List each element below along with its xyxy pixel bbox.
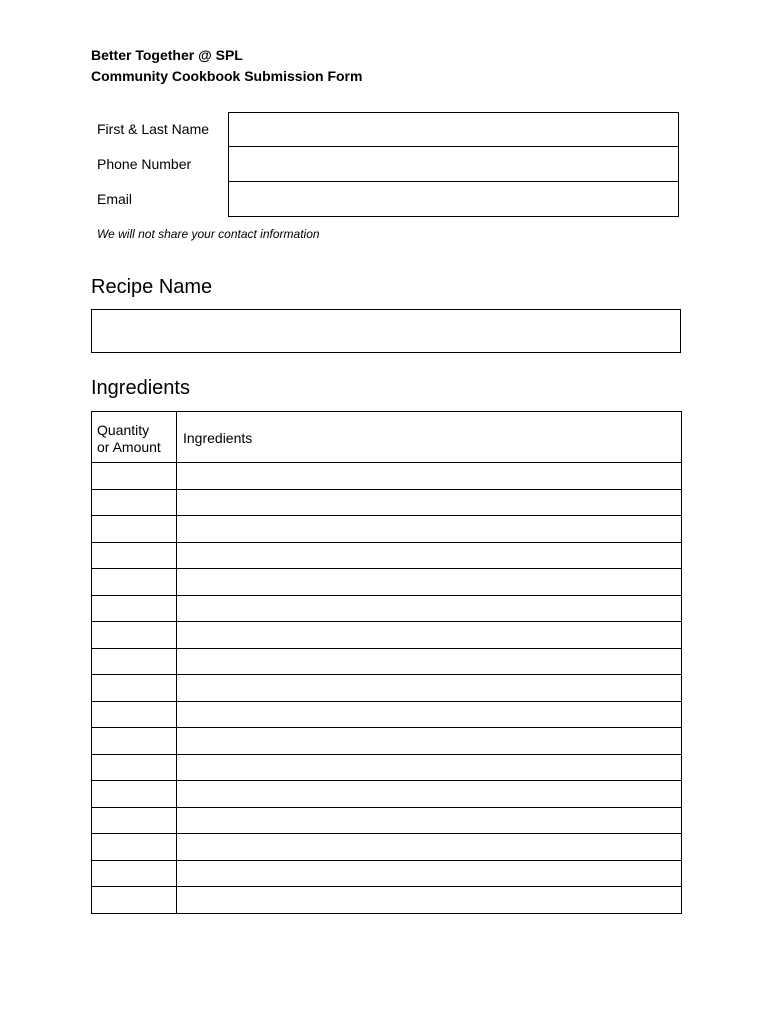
- contact-row-name: [91, 112, 681, 147]
- ingredient-cell[interactable]: [177, 595, 682, 622]
- quantity-cell[interactable]: [92, 834, 177, 861]
- ingredient-cell[interactable]: [177, 489, 682, 516]
- ingredients-table: [91, 411, 682, 914]
- quantity-cell[interactable]: [92, 675, 177, 702]
- table-row: [92, 728, 682, 755]
- email-label: Email: [97, 191, 133, 207]
- quantity-cell[interactable]: [92, 860, 177, 887]
- table-row: [92, 675, 682, 702]
- form-header-organization: Better Together @ SPL: [91, 47, 243, 63]
- quantity-cell[interactable]: [92, 887, 177, 914]
- column-header-ingredients: Ingredients: [177, 412, 682, 463]
- contact-row-phone: [91, 147, 681, 182]
- name-field[interactable]: [228, 112, 679, 147]
- table-row: [92, 516, 682, 543]
- table-row: [92, 754, 682, 781]
- contact-info-table: [91, 112, 681, 217]
- name-label: First & Last Name: [97, 121, 210, 137]
- table-header-row: [92, 412, 682, 463]
- table-row: [92, 595, 682, 622]
- ingredient-cell[interactable]: [177, 463, 682, 490]
- table-row: [92, 622, 682, 649]
- quantity-cell[interactable]: [92, 463, 177, 490]
- ingredient-cell[interactable]: [177, 569, 682, 596]
- ingredient-cell[interactable]: [177, 807, 682, 834]
- form-header-title: Community Cookbook Submission Form: [91, 68, 363, 84]
- column-header-quantity-line1: Quantity: [97, 422, 150, 438]
- quantity-cell[interactable]: [92, 516, 177, 543]
- ingredient-cell[interactable]: [177, 622, 682, 649]
- table-row: [92, 887, 682, 914]
- table-row: [92, 701, 682, 728]
- email-field[interactable]: [228, 182, 679, 217]
- quantity-cell[interactable]: [92, 807, 177, 834]
- ingredient-cell[interactable]: [177, 781, 682, 808]
- quantity-cell[interactable]: [92, 728, 177, 755]
- quantity-cell[interactable]: [92, 595, 177, 622]
- ingredient-cell[interactable]: [177, 648, 682, 675]
- contact-row-email: [91, 182, 681, 217]
- privacy-note: We will not share your contact information: [97, 227, 320, 241]
- table-row: [92, 569, 682, 596]
- ingredient-cell[interactable]: [177, 675, 682, 702]
- ingredient-cell[interactable]: [177, 754, 682, 781]
- quantity-cell[interactable]: [92, 754, 177, 781]
- recipe-name-field[interactable]: [91, 309, 681, 353]
- table-row: [92, 807, 682, 834]
- ingredient-cell[interactable]: [177, 834, 682, 861]
- recipe-name-heading: Recipe Name: [91, 276, 213, 298]
- quantity-cell[interactable]: [92, 622, 177, 649]
- ingredient-cell[interactable]: [177, 516, 682, 543]
- quantity-cell[interactable]: [92, 542, 177, 569]
- column-header-quantity-line2: or Amount: [97, 439, 161, 455]
- ingredient-cell[interactable]: [177, 860, 682, 887]
- quantity-cell[interactable]: [92, 701, 177, 728]
- ingredient-cell[interactable]: [177, 542, 682, 569]
- table-row: [92, 463, 682, 490]
- quantity-cell[interactable]: [92, 489, 177, 516]
- table-row: [92, 781, 682, 808]
- table-row: [92, 648, 682, 675]
- ingredient-cell[interactable]: [177, 701, 682, 728]
- quantity-cell[interactable]: [92, 781, 177, 808]
- phone-label: Phone Number: [97, 156, 192, 172]
- table-row: [92, 834, 682, 861]
- ingredients-heading: Ingredients: [91, 377, 190, 399]
- table-row: [92, 860, 682, 887]
- phone-field[interactable]: [228, 147, 679, 182]
- table-row: [92, 542, 682, 569]
- quantity-cell[interactable]: [92, 569, 177, 596]
- ingredient-cell[interactable]: [177, 887, 682, 914]
- table-row: [92, 489, 682, 516]
- column-header-quantity: [92, 412, 177, 463]
- quantity-cell[interactable]: [92, 648, 177, 675]
- ingredient-cell[interactable]: [177, 728, 682, 755]
